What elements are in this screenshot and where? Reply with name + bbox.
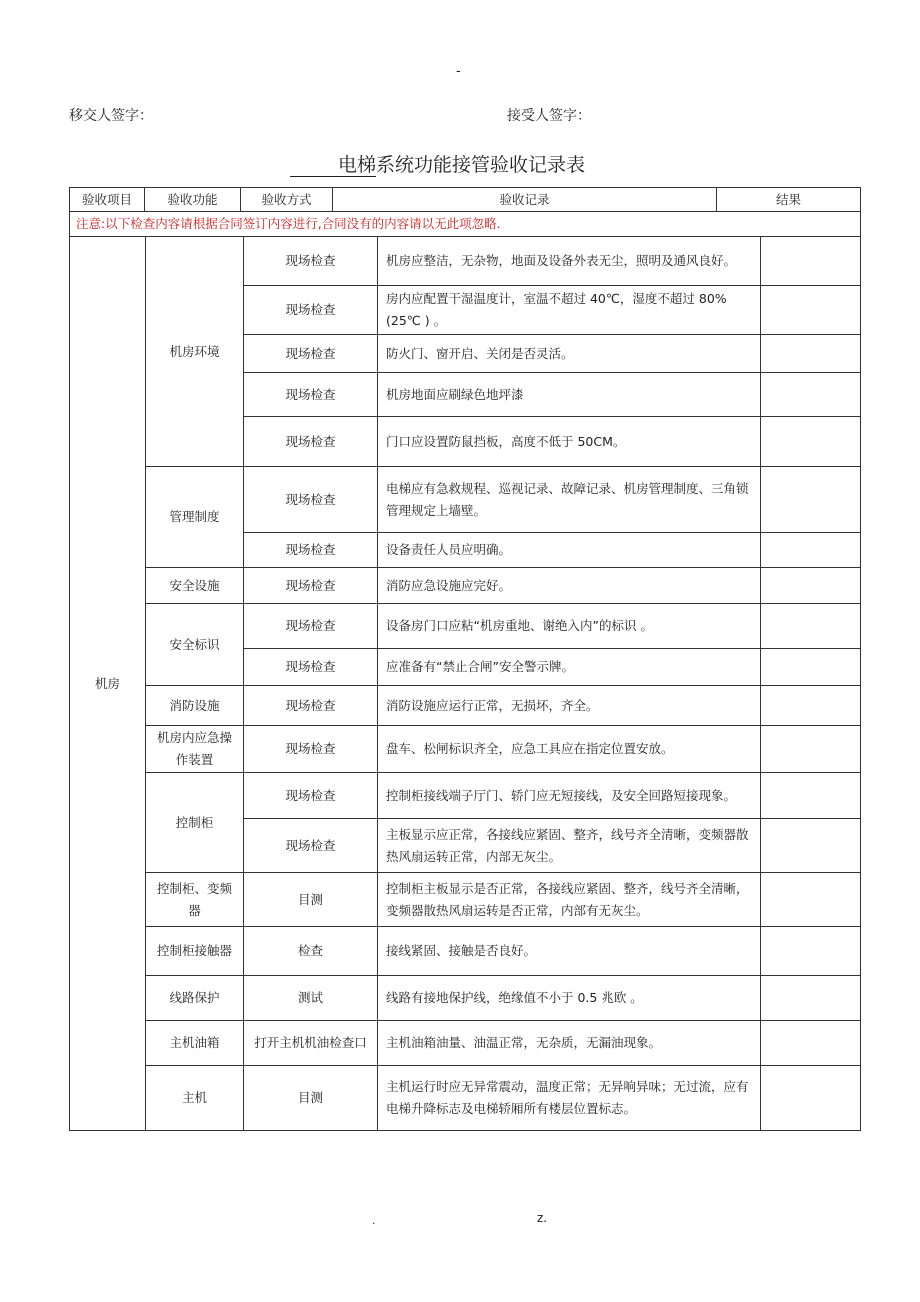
function-cell: 控制柜 (146, 773, 244, 873)
footer-right-mark: z. (537, 1211, 548, 1225)
handover-signature-label: 移交人签字： (69, 108, 153, 124)
method-cell: 现场检查 (244, 417, 378, 467)
notice-text: 注意:以下检查内容请根据合同签订内容进行,合同没有的内容请以无此项忽略. (70, 212, 861, 237)
result-cell[interactable] (761, 237, 861, 286)
receiver-signature-label: 接受人签字： (507, 108, 591, 124)
result-cell[interactable] (761, 335, 861, 373)
result-cell[interactable] (761, 927, 861, 976)
result-cell[interactable] (761, 568, 861, 604)
method-cell: 打开主机机油检查口 (244, 1021, 378, 1066)
result-cell[interactable] (761, 286, 861, 335)
method-cell: 目测 (244, 1066, 378, 1131)
document-title (290, 150, 650, 177)
result-cell[interactable] (761, 873, 861, 927)
result-cell[interactable] (761, 773, 861, 819)
title-blank (290, 158, 338, 177)
table-row (70, 1066, 861, 1131)
title-text: 系统功能接管验收记录表 (376, 154, 586, 176)
result-cell[interactable] (761, 417, 861, 467)
title-system-name: 电梯 (338, 154, 377, 176)
record-cell: 盘车、松闸标识齐全，应急工具应在指定位置安放。 (378, 726, 761, 773)
col-function: 验收功能 (145, 188, 241, 212)
table-row (70, 237, 861, 286)
section-cell: 机房 (70, 237, 146, 1131)
notice-row (70, 212, 861, 237)
record-cell: 线路有接地保护线，绝缘值不小于 0.5 兆欧 。 (378, 976, 761, 1021)
result-cell[interactable] (761, 467, 861, 533)
table-row (70, 726, 861, 773)
table-row (70, 773, 861, 819)
record-cell: 主机运行时应无异常震动，温度正常；无异响异味；无过流，应有电梯升降标志及电梯轿厢所有楼层位置标志。 (378, 1066, 761, 1131)
record-cell: 机房应整洁，无杂物，地面及设备外表无尘，照明及通风良好。 (378, 237, 761, 286)
method-cell: 现场检查 (244, 686, 378, 726)
acceptance-table (69, 236, 861, 1131)
record-cell: 控制柜主板显示是否正常，各接线应紧固、整齐，线号齐全清晰，变频器散热风扇运转是否正常，内部有无灰尘。 (378, 873, 761, 927)
record-cell: 房内应配置干湿温度计，室温不超过 40℃，湿度不超过 80%(25℃ ) 。 (378, 286, 761, 335)
method-cell: 现场检查 (244, 335, 378, 373)
method-cell: 现场检查 (244, 773, 378, 819)
table-row (70, 873, 861, 927)
method-cell: 现场检查 (244, 467, 378, 533)
record-cell: 消防应急设施应完好。 (378, 568, 761, 604)
col-method: 验收方式 (241, 188, 333, 212)
method-cell: 现场检查 (244, 649, 378, 686)
function-cell: 控制柜、变频器 (146, 873, 244, 927)
function-cell: 控制柜接触器 (146, 927, 244, 976)
record-cell: 设备责任人员应明确。 (378, 533, 761, 568)
result-cell[interactable] (761, 976, 861, 1021)
col-item: 验收项目 (70, 188, 145, 212)
record-cell: 门口应设置防鼠挡板，高度不低于 50CM。 (378, 417, 761, 467)
result-cell[interactable] (761, 819, 861, 873)
function-cell: 消防设施 (146, 686, 244, 726)
method-cell: 现场检查 (244, 237, 378, 286)
result-cell[interactable] (761, 373, 861, 417)
result-cell[interactable] (761, 1021, 861, 1066)
method-cell: 现场检查 (244, 819, 378, 873)
record-cell: 控制柜接线端子厅门、轿门应无短接线，及安全回路短接现象。 (378, 773, 761, 819)
table-row (70, 927, 861, 976)
function-cell: 安全标识 (146, 604, 244, 686)
result-cell[interactable] (761, 533, 861, 568)
result-cell[interactable] (761, 1066, 861, 1131)
footer-left-mark: . (372, 1214, 376, 1227)
method-cell: 现场检查 (244, 568, 378, 604)
function-cell: 安全设施 (146, 568, 244, 604)
method-cell: 现场检查 (244, 373, 378, 417)
function-cell: 管理制度 (146, 467, 244, 568)
table-row (70, 604, 861, 649)
result-cell[interactable] (761, 604, 861, 649)
method-cell: 现场检查 (244, 286, 378, 335)
method-cell: 现场检查 (244, 604, 378, 649)
header-mark: - (456, 64, 461, 79)
method-cell: 现场检查 (244, 726, 378, 773)
method-cell: 目测 (244, 873, 378, 927)
header-row (70, 188, 861, 212)
result-cell[interactable] (761, 649, 861, 686)
col-record: 验收记录 (333, 188, 717, 212)
record-cell: 设备房门口应粘“机房重地、谢绝入内”的标识 。 (378, 604, 761, 649)
record-cell: 电梯应有急救规程、巡视记录、故障记录、机房管理制度、三角锁管理规定上墙壁。 (378, 467, 761, 533)
method-cell: 现场检查 (244, 533, 378, 568)
record-cell: 机房地面应刷绿色地坪漆 (378, 373, 761, 417)
table-row (70, 1021, 861, 1066)
result-cell[interactable] (761, 726, 861, 773)
function-cell: 线路保护 (146, 976, 244, 1021)
record-cell: 主板显示应正常，各接线应紧固、整齐，线号齐全清晰，变频器散热风扇运转正常，内部无灰尘。 (378, 819, 761, 873)
record-cell: 应准备有“禁止合闸”安全警示牌。 (378, 649, 761, 686)
record-cell: 接线紧固、接触是否良好。 (378, 927, 761, 976)
function-cell: 主机 (146, 1066, 244, 1131)
table-row (70, 686, 861, 726)
method-cell: 测试 (244, 976, 378, 1021)
table-row (70, 976, 861, 1021)
record-cell: 防火门、窗开启、关闭是否灵活。 (378, 335, 761, 373)
table-row (70, 568, 861, 604)
function-cell: 主机油箱 (146, 1021, 244, 1066)
record-cell: 主机油箱油量、油温正常，无杂质，无漏油现象。 (378, 1021, 761, 1066)
result-cell[interactable] (761, 686, 861, 726)
header-table (69, 187, 861, 237)
method-cell: 检查 (244, 927, 378, 976)
record-cell: 消防设施应运行正常，无损坏，齐全。 (378, 686, 761, 726)
table-row (70, 467, 861, 533)
function-cell: 机房内应急操作装置 (146, 726, 244, 773)
col-result: 结果 (717, 188, 861, 212)
function-cell: 机房环境 (146, 237, 244, 467)
